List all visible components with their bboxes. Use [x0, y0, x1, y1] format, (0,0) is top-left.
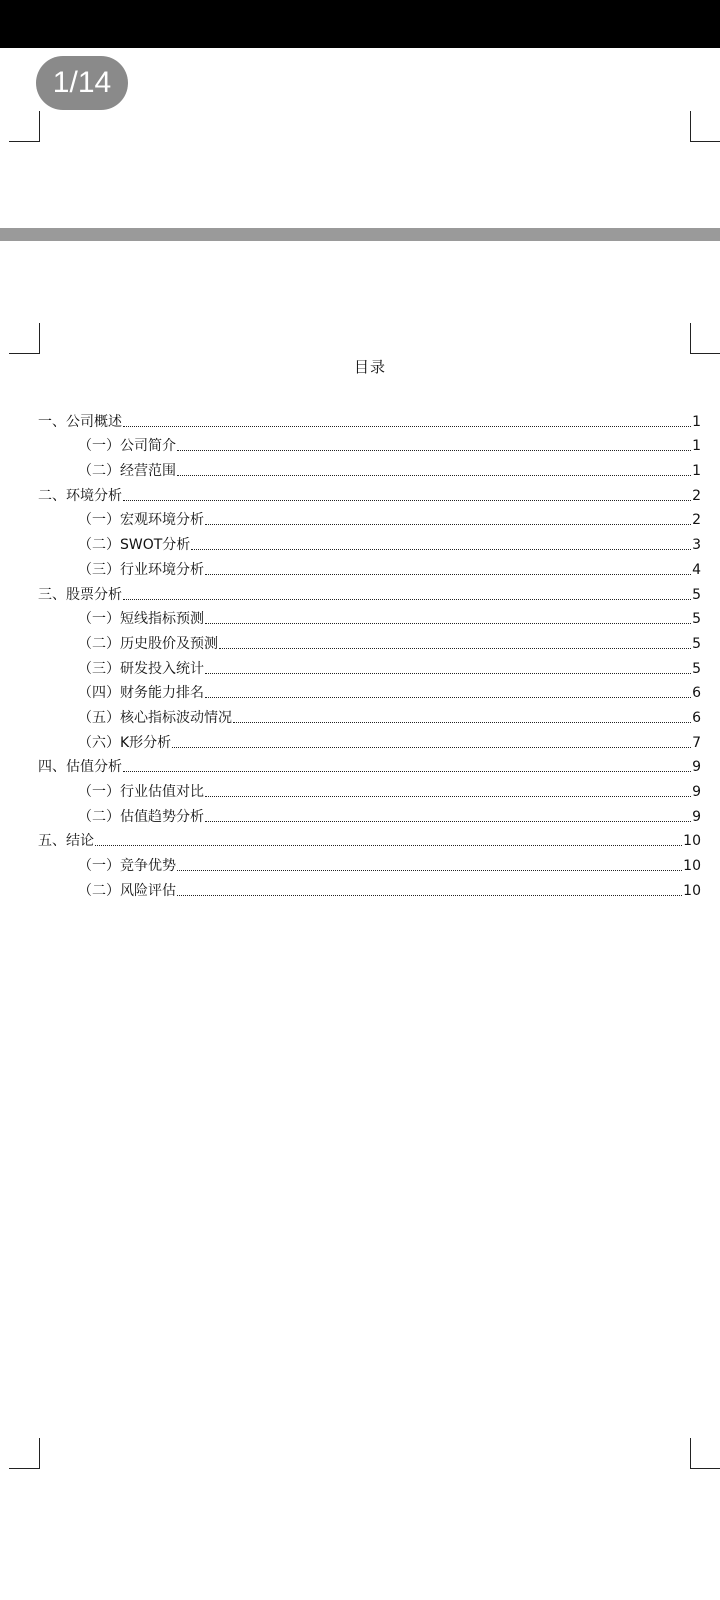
toc-entry[interactable] — [38, 406, 701, 431]
toc-entry[interactable] — [38, 455, 701, 480]
toc-entry-label: （三）研发投入统计 — [78, 660, 204, 677]
toc-leader-dots — [123, 426, 691, 427]
toc-leader-dots — [191, 549, 691, 550]
toc-entry-label: （二）风险评估 — [78, 882, 176, 899]
toc-entry-page: 10 — [683, 833, 701, 850]
toc-entry-label: （一）行业估值对比 — [78, 784, 204, 800]
toc-leader-dots — [233, 722, 691, 723]
toc-leader-dots — [172, 747, 691, 748]
toc-entry-page: 5 — [692, 635, 701, 652]
toc-entry[interactable] — [38, 678, 701, 703]
toc-entry-label: （四）财务能力排名 — [78, 685, 204, 702]
crop-mark-top-right — [690, 111, 720, 142]
crop-mark-top-right — [690, 323, 720, 354]
toc-entry-page: 1 — [692, 438, 701, 455]
toc-entry-page: 6 — [692, 685, 701, 702]
crop-mark-bottom-right — [690, 1438, 720, 1469]
toc-entry-label: 五、结论 — [38, 833, 94, 850]
toc-leader-dots — [205, 821, 691, 822]
toc-entry[interactable] — [38, 776, 701, 801]
toc-entry-page: 2 — [692, 512, 701, 529]
page-separator — [0, 228, 720, 241]
toc-entry-page: 9 — [692, 808, 701, 825]
toc-list — [38, 406, 701, 900]
toc-entry[interactable] — [38, 727, 701, 752]
toc-leader-dots — [123, 500, 691, 501]
toc-entry-label: 一、公司概述 — [38, 413, 122, 430]
toc-leader-dots — [205, 697, 691, 698]
status-bar — [0, 0, 720, 48]
toc-leader-dots — [177, 475, 691, 476]
toc-leader-dots — [177, 870, 682, 871]
toc-entry-label: （六）K形分析 — [78, 734, 172, 751]
toc-entry-page: 7 — [692, 734, 701, 751]
toc-entry[interactable] — [38, 752, 701, 777]
toc-entry-page: 6 — [692, 709, 701, 726]
toc-entry-page: 5 — [692, 586, 701, 603]
toc-leader-dots — [123, 599, 691, 600]
toc-leader-dots — [177, 450, 691, 451]
toc-leader-dots — [205, 796, 691, 797]
toc-entry-page: 9 — [692, 784, 701, 800]
toc-entry-label: 二、环境分析 — [38, 487, 122, 504]
toc-leader-dots — [219, 648, 691, 649]
crop-mark-top-left — [9, 111, 40, 142]
toc-entry-label: （二）历史股价及预测 — [78, 635, 218, 652]
toc-entry-page: 9 — [692, 759, 701, 776]
toc-entry-label: （一）竞争优势 — [78, 858, 176, 875]
toc-entry[interactable] — [38, 480, 701, 505]
toc-entry[interactable] — [38, 702, 701, 727]
toc-entry[interactable] — [38, 628, 701, 653]
toc-leader-dots — [205, 574, 691, 575]
toc-entry-label: （一）短线指标预测 — [78, 611, 204, 628]
toc-entry[interactable] — [38, 850, 701, 875]
toc-leader-dots — [205, 623, 691, 624]
toc-entry[interactable] — [38, 579, 701, 604]
toc-entry-page: 10 — [683, 858, 701, 875]
page-indicator[interactable]: 1/14 — [36, 56, 128, 110]
toc-leader-dots — [205, 673, 691, 674]
toc-entry-label: （二）经营范围 — [78, 463, 176, 480]
toc-leader-dots — [95, 845, 682, 846]
toc-entry[interactable] — [38, 801, 701, 826]
toc-leader-dots — [123, 771, 691, 772]
toc-entry-label: （二）估值趋势分析 — [78, 808, 204, 825]
crop-mark-top-left — [9, 323, 40, 354]
toc-leader-dots — [205, 524, 691, 525]
toc-entry[interactable] — [38, 529, 701, 554]
toc-entry-label: （五）核心指标波动情况 — [78, 709, 232, 726]
toc-entry-label: （三）行业环境分析 — [78, 561, 204, 578]
toc-entry-page: 2 — [692, 487, 701, 504]
crop-mark-bottom-left — [9, 1438, 40, 1469]
toc-entry[interactable] — [38, 554, 701, 579]
toc-entry-label: 四、估值分析 — [38, 759, 122, 776]
toc-entry[interactable] — [38, 653, 701, 678]
toc-entry[interactable] — [38, 431, 701, 456]
toc-entry-page: 10 — [683, 882, 701, 899]
toc-entry[interactable] — [38, 604, 701, 629]
toc-entry[interactable] — [38, 505, 701, 530]
toc-entry-label: （二）SWOT分析 — [78, 537, 191, 554]
toc-entry-page: 1 — [692, 413, 701, 430]
toc-entry-page: 5 — [692, 660, 701, 677]
toc-entry[interactable] — [38, 826, 701, 851]
toc-entry[interactable] — [38, 875, 701, 900]
toc-entry-page: 4 — [692, 561, 701, 578]
toc-entry-label: （一）宏观环境分析 — [78, 512, 204, 529]
toc-entry-page: 5 — [692, 611, 701, 628]
toc-entry-label: （一）公司简介 — [78, 438, 176, 455]
toc-entry-label: 三、股票分析 — [38, 586, 122, 603]
toc-leader-dots — [177, 895, 682, 896]
toc-entry-page: 3 — [692, 537, 701, 554]
toc-title: 目录 — [353, 358, 386, 376]
toc-entry-page: 1 — [692, 463, 701, 480]
